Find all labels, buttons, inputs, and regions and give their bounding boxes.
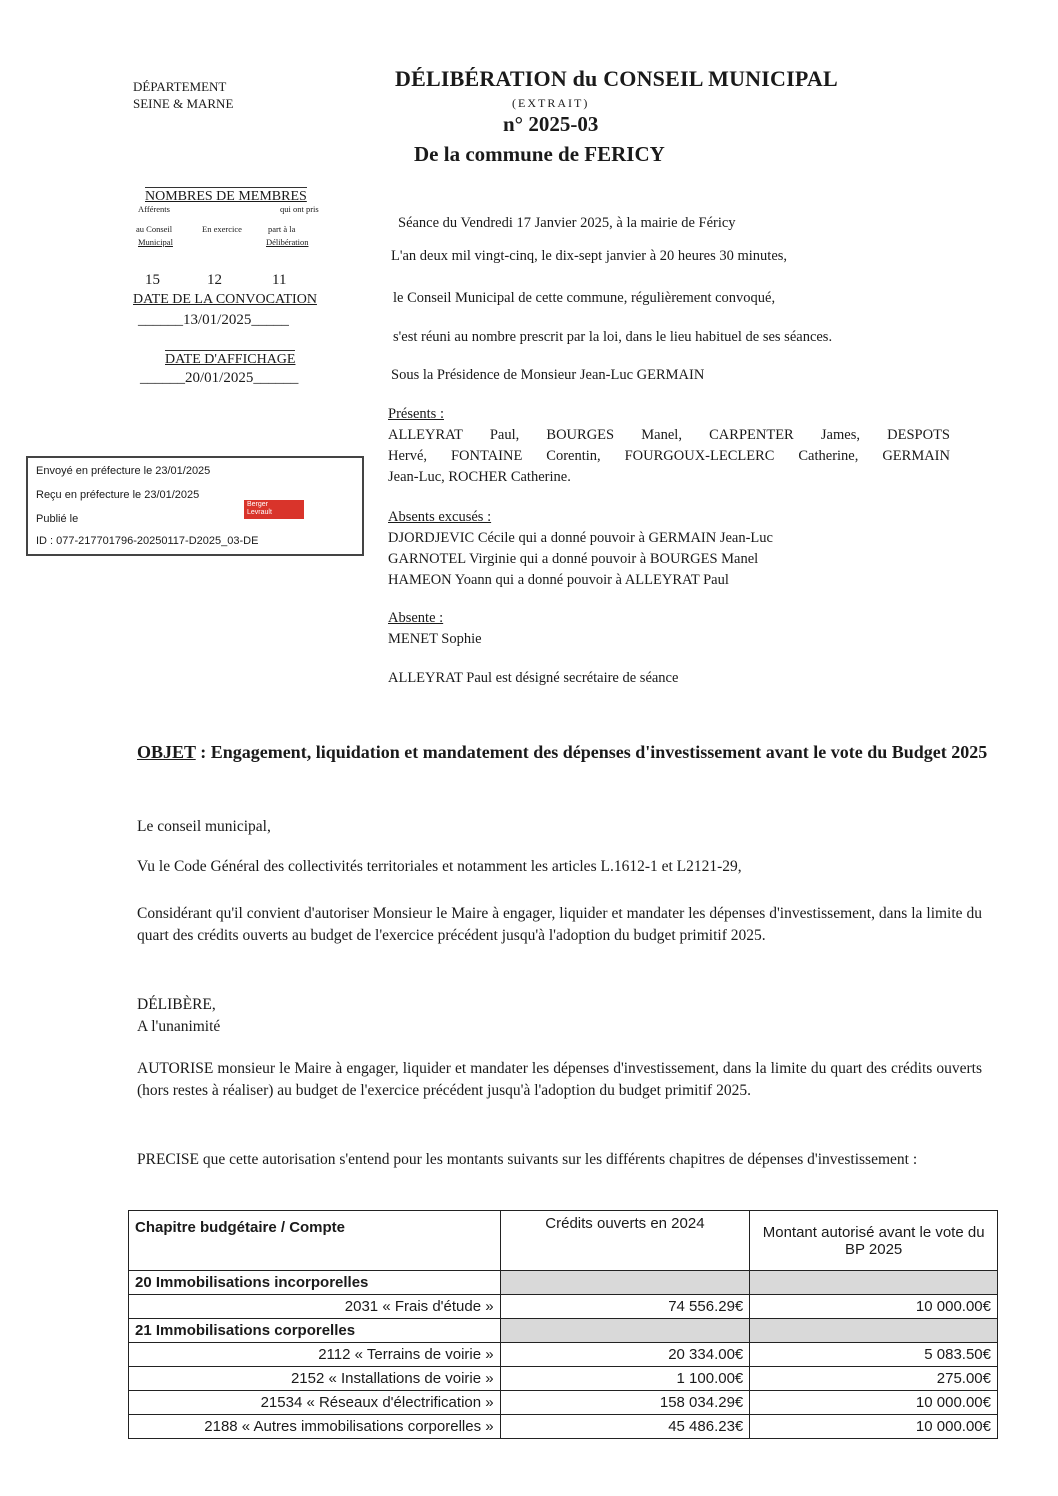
- shaded-cell: [750, 1319, 998, 1343]
- prefecture-stamp: [26, 456, 364, 556]
- row-montant: 10 000.00€: [750, 1391, 998, 1415]
- seance-line-1: Séance du Vendredi 17 Janvier 2025, à la mairie de Féricy: [398, 215, 736, 231]
- affichage-date: ______20/01/2025______: [140, 370, 299, 386]
- logo-line1: Berger: [247, 501, 269, 508]
- objet-text: : Engagement, liquidation et mandatement des dépenses d'investissement avant le vote du Budget 2025: [195, 742, 988, 762]
- budget-table: [128, 1210, 998, 1439]
- convocation-date: ______13/01/2025_____: [138, 312, 289, 328]
- row-compte: 2112 « Terrains de voirie »: [129, 1343, 501, 1367]
- excuse-line: GARNOTEL Virginie qui a donné pouvoir à BOURGES Manel: [388, 551, 759, 567]
- members-col2: En exercice: [202, 224, 242, 234]
- row-compte: 21534 « Réseaux d'électrification »: [129, 1391, 501, 1415]
- department-block: [133, 78, 233, 112]
- seance-line-2: L'an deux mil vingt-cinq, le dix-sept janvier à 20 heures 30 minutes,: [391, 248, 788, 264]
- table-row: [129, 1343, 998, 1367]
- body-delibere: DÉLIBÈRE,: [137, 996, 216, 1013]
- seance-line-5: Sous la Présidence de Monsieur Jean-Luc GERMAIN: [391, 367, 705, 383]
- table-row: [129, 1415, 998, 1439]
- department-name: SEINE & MARNE: [133, 96, 234, 111]
- convocation-label: DATE DE LA CONVOCATION: [133, 292, 317, 307]
- table-section-row: [129, 1319, 998, 1343]
- shaded-cell: [750, 1271, 998, 1295]
- row-compte: 2188 « Autres immobilisations corporelles »: [129, 1415, 501, 1439]
- department-label: DÉPARTEMENT: [133, 79, 227, 94]
- row-montant: 10 000.00€: [750, 1295, 998, 1319]
- header-credits: Crédits ouverts en 2024: [500, 1211, 750, 1271]
- presents-line: ALLEYRAT Paul, BOURGES Manel, CARPENTER James, DESPOTS: [388, 427, 950, 443]
- row-montant: 5 083.50€: [750, 1343, 998, 1367]
- stamp-id: ID : 077-217701796-20250117-D2025_03-DE: [36, 535, 259, 547]
- members-col1-c: Municipal: [138, 237, 173, 247]
- presents-label: Présents :: [388, 406, 444, 422]
- objet-label: OBJET: [137, 742, 196, 762]
- table-section-row: [129, 1271, 998, 1295]
- row-credits: 158 034.29€: [500, 1391, 750, 1415]
- row-credits: 74 556.29€: [500, 1295, 750, 1319]
- table-row: [129, 1295, 998, 1319]
- presents-line: Hervé, FONTAINE Corentin, FOURGOUX-LECLERC Catherine, GERMAIN: [388, 448, 950, 464]
- shaded-cell: [500, 1271, 750, 1295]
- excuse-line: HAMEON Yoann qui a donné pouvoir à ALLEYRAT Paul: [388, 572, 729, 588]
- body-unanimite: A l'unanimité: [137, 1018, 221, 1035]
- row-compte: 2152 « Installations de voirie »: [129, 1367, 501, 1391]
- header-chapitre: Chapitre budgétaire / Compte: [129, 1211, 501, 1271]
- body-vu: Vu le Code Général des collectivités territoriales et notamment les articles L.1612-1 et L2121-29,: [137, 858, 742, 875]
- members-col1-b: au Conseil: [136, 224, 173, 234]
- excuses-label: Absents excusés :: [388, 509, 492, 525]
- stamp-envoye: Envoyé en préfecture le 23/01/2025: [36, 465, 211, 477]
- absente-label: Absente :: [388, 610, 444, 626]
- deliberation-number: n° 2025-03: [503, 112, 599, 136]
- table-row: [129, 1367, 998, 1391]
- extrait-label: (EXTRAIT): [512, 96, 590, 110]
- objet-heading: [137, 740, 997, 764]
- members-block: [132, 182, 332, 392]
- commune-name: De la commune de FERICY: [414, 142, 665, 166]
- excuses-block: [388, 507, 950, 591]
- stamp-recu: Reçu en préfecture le 23/01/2025: [36, 489, 200, 501]
- row-credits: 45 486.23€: [500, 1415, 750, 1439]
- presents-line: Jean-Luc, ROCHER Catherine.: [388, 469, 571, 485]
- absente-name: MENET Sophie: [388, 631, 482, 647]
- row-montant: 10 000.00€: [750, 1415, 998, 1439]
- presents-block: [388, 404, 950, 488]
- members-afferents: 15: [145, 272, 160, 288]
- document-title: DÉLIBÉRATION du CONSEIL MUNICIPAL: [395, 66, 838, 91]
- row-credits: 1 100.00€: [500, 1367, 750, 1391]
- row-montant: 275.00€: [750, 1367, 998, 1391]
- members-col3-c: Délibération: [266, 237, 309, 247]
- row-compte: 2031 « Frais d'étude »: [129, 1295, 501, 1319]
- members-col1-a: Afférents: [138, 204, 170, 214]
- row-credits: 20 334.00€: [500, 1343, 750, 1367]
- berger-levrault-logo: [244, 500, 304, 519]
- body-autorise: AUTORISE monsieur le Maire à engager, liquider et mandater les dépenses d'investissement, dans la limite du quart des crédits ouverts (hors restes à réaliser) au budget de l'exercice précédent jusqu'à l'adoption du budget primitif 2025.: [137, 1060, 982, 1099]
- members-col3-a: qui ont pris: [280, 204, 319, 214]
- members-title: NOMBRES DE MEMBRES: [145, 189, 307, 204]
- body-precise: PRECISE que cette autorisation s'entend pour les montants suivants sur les différents chapitres de dépenses d'investissement :: [137, 1151, 918, 1168]
- section-21: 21 Immobilisations corporelles: [129, 1319, 501, 1343]
- absente-block: [388, 608, 950, 650]
- table-row: [129, 1391, 998, 1415]
- seance-line-4: s'est réuni au nombre prescrit par la loi, dans le lieu habituel de ses séances.: [393, 329, 833, 345]
- excuse-line: DJORDJEVIC Cécile qui a donné pouvoir à GERMAIN Jean-Luc: [388, 530, 773, 546]
- affichage-label: DATE D'AFFICHAGE: [165, 352, 296, 367]
- table-header-row: [129, 1211, 998, 1271]
- section-20: 20 Immobilisations incorporelles: [129, 1271, 501, 1295]
- body-considerant: Considérant qu'il convient d'autoriser Monsieur le Maire à engager, liquider et mandater les dépenses d'investissement, dans la limite du quart des crédits ouverts au budget de l'exercice précédent jusqu'à l'adoption du budget primitif 2025.: [137, 905, 982, 944]
- members-col3-b: part à la: [268, 224, 296, 234]
- stamp-publie: Publié le: [36, 513, 79, 525]
- header-montant: Montant autorisé avant le vote du BP 2025: [750, 1211, 998, 1271]
- logo-line2: Levrault: [247, 509, 272, 516]
- members-votants: 11: [272, 272, 287, 288]
- body-intro: Le conseil municipal,: [137, 818, 271, 835]
- shaded-cell: [500, 1319, 750, 1343]
- secretaire-line: ALLEYRAT Paul est désigné secrétaire de séance: [388, 670, 679, 686]
- seance-line-3: le Conseil Municipal de cette commune, régulièrement convoqué,: [393, 290, 776, 306]
- members-en-exercice: 12: [207, 272, 222, 288]
